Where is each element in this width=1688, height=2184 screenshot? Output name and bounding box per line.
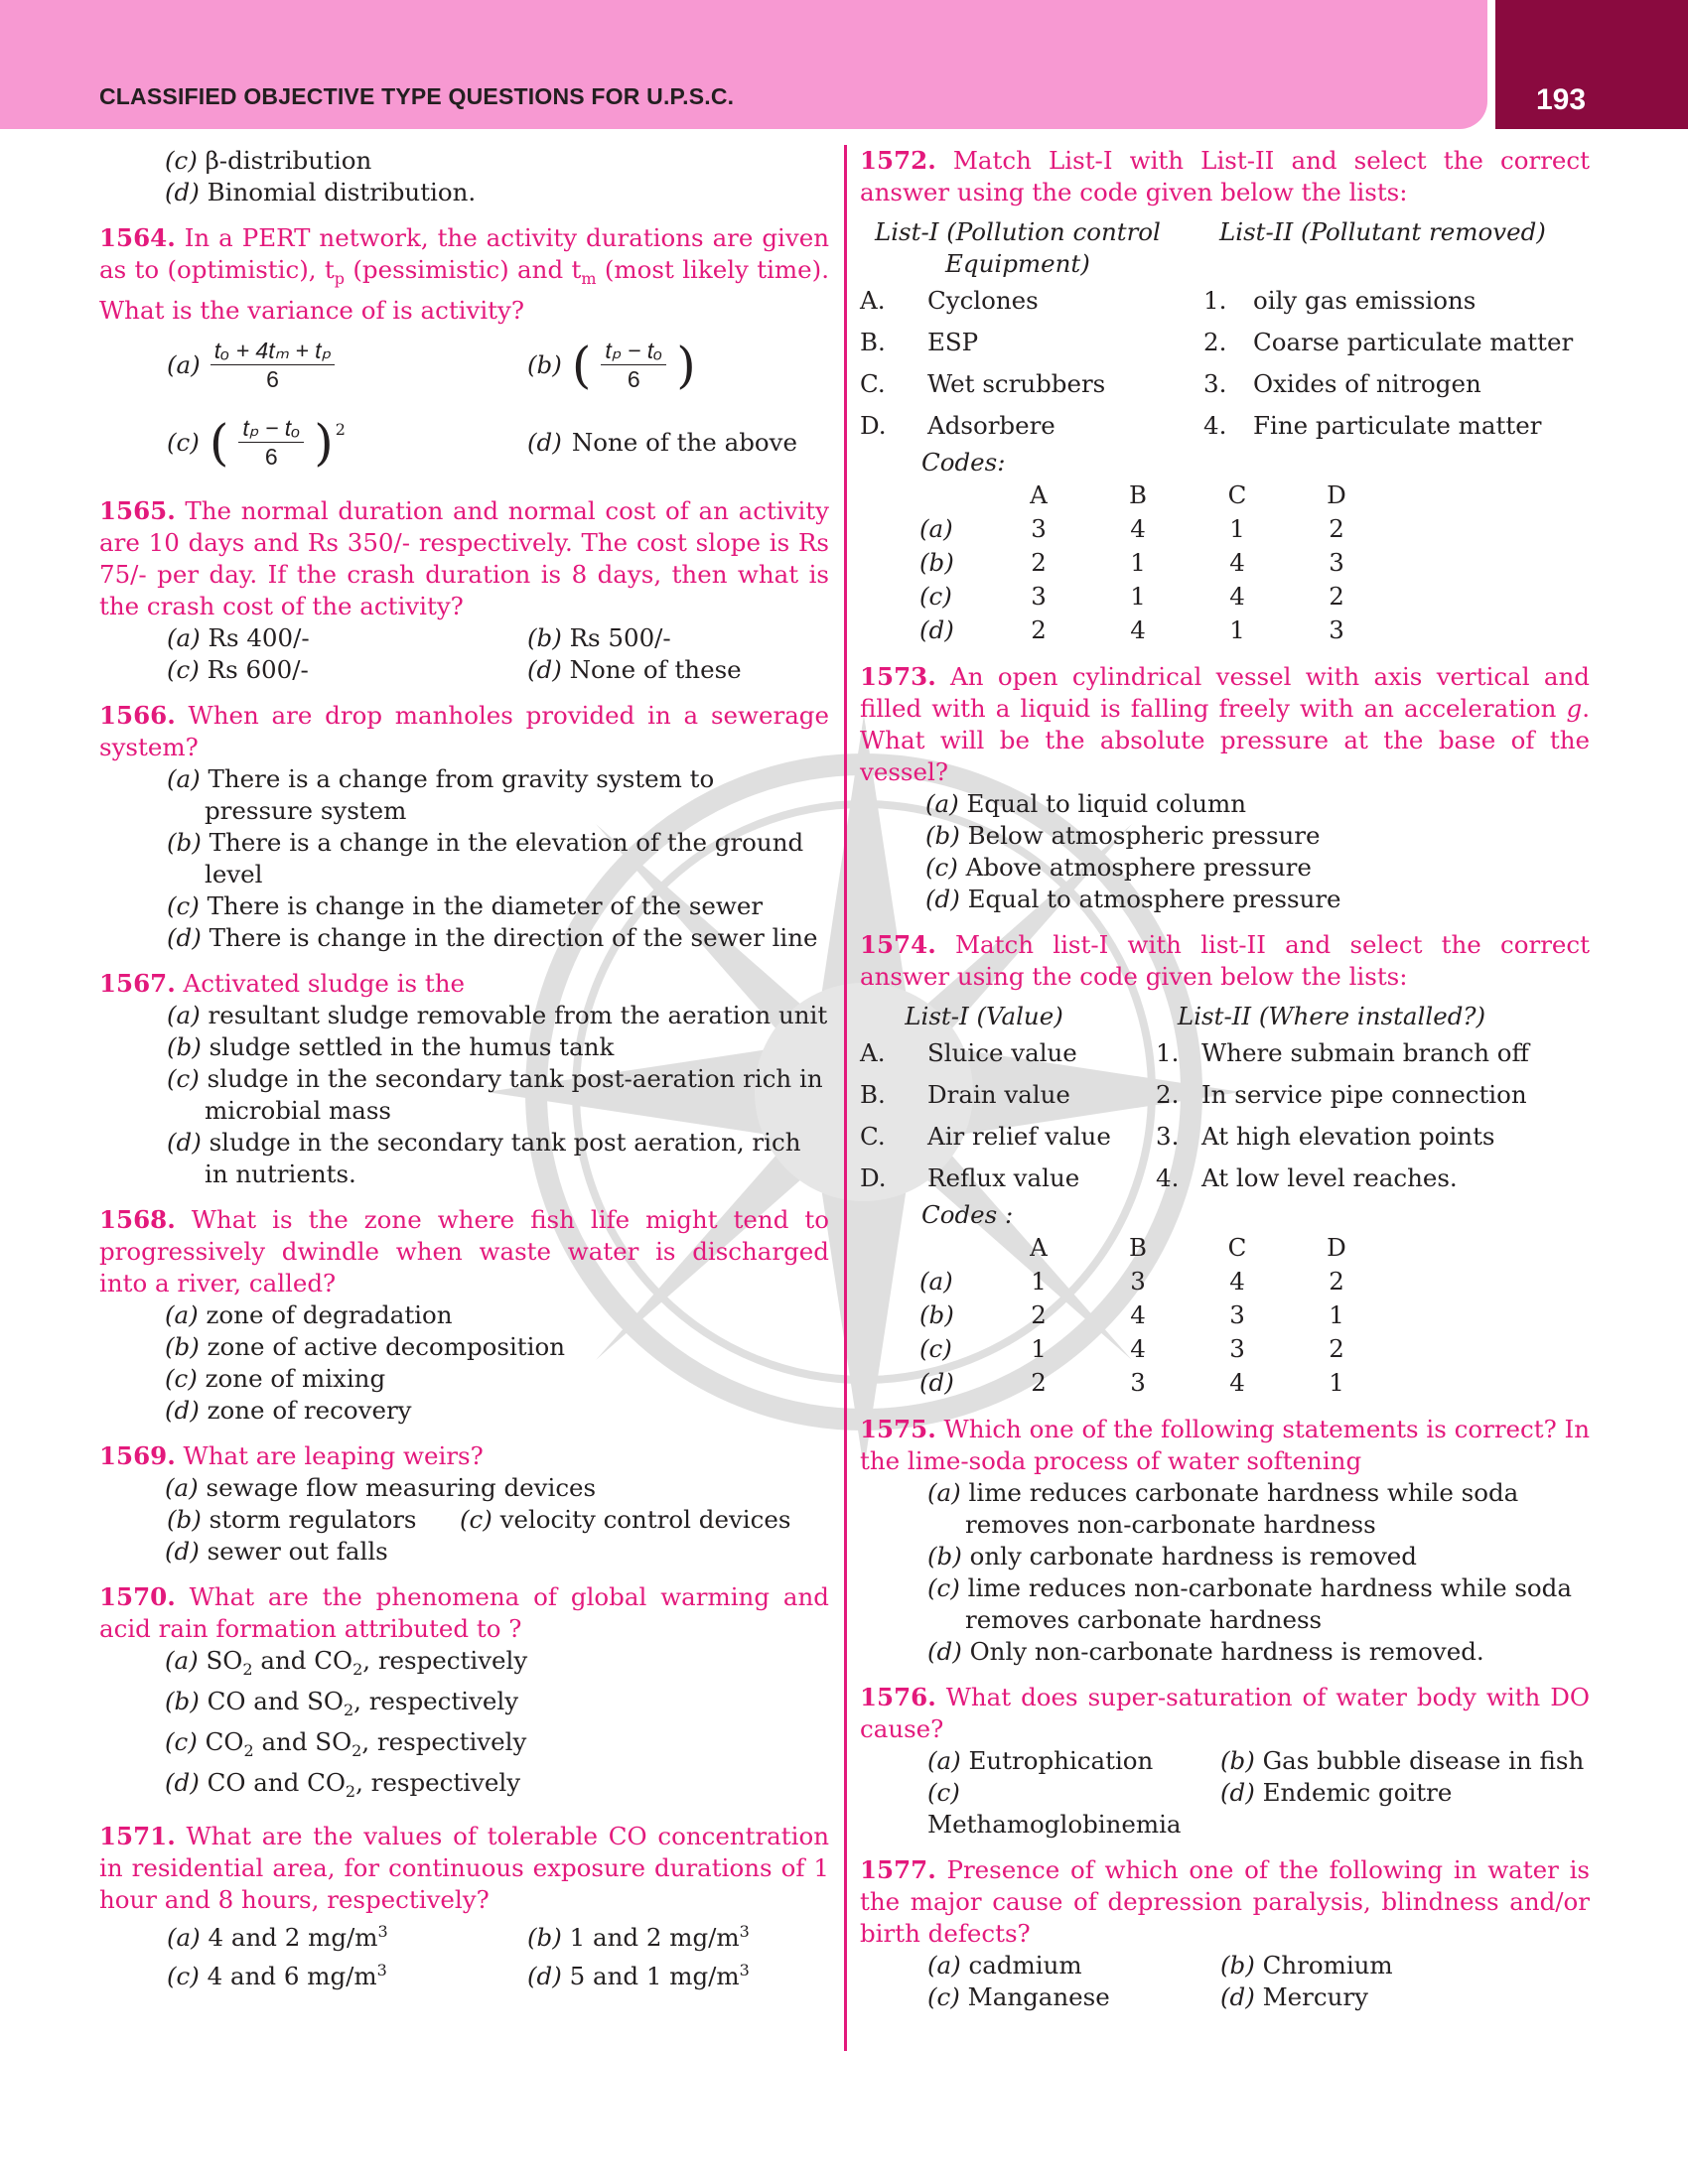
page-number: 193: [1535, 83, 1587, 116]
option-row: [99, 622, 829, 654]
question-stem: 1564. In a PERT network, the activity durations are given as to (optimistic), $t_p$ (pessimistic) and $t_m$ (most likely time). What is the variance of is activity?: [99, 223, 830, 325]
option-c: (c) Rs 600/-: [167, 654, 309, 684]
question-stem: 1574. Match list-I with list-II and select the correct answer using the code given below the lists:: [860, 930, 1590, 991]
option-a: (a) Equal to liquid column: [925, 789, 1247, 818]
codes-table: [919, 1231, 1386, 1400]
question-1563-continued: [99, 145, 829, 208]
header-title: CLASSIFIED OBJECTIVE TYPE QUESTIONS FOR U.P.S.C.: [99, 83, 735, 109]
option-a: (a) cadmium: [927, 1951, 1082, 1979]
question-stem: 1575. Which one of the following statements is correct? In the lime-soda process of water softening: [860, 1415, 1590, 1475]
option-b: (b) ( $\frac{\text{tₚ − tₒ}}{6}$ ): [527, 336, 696, 394]
question-1572: [860, 145, 1590, 647]
list-headings: [860, 1001, 1590, 1032]
option-a: (a) 4 and 2 $mg/m^3$: [167, 1922, 388, 1953]
question-stem: 1573. An open cylindrical vessel with axis vertical and filled with a liquid is falling freely with an acceleration g. What will be the absolute pressure at the base of the vessel?: [860, 662, 1590, 786]
question-1568: [99, 1204, 829, 1427]
codes-table: [919, 478, 1386, 647]
option-a: (a) $\frac{\text{tₒ + 4tₘ + tₚ}}{6}$: [99, 337, 460, 393]
table-row: (d) 2 4 1 3: [919, 615, 1344, 644]
left-column: [99, 145, 829, 2006]
option-a: (a) zone of degradation: [165, 1299, 453, 1329]
option-a: (a) Eutrophication: [927, 1746, 1154, 1775]
option-b: (b) sludge settled in the humus tank: [167, 1031, 615, 1061]
option-c: (c) Methamoglobinemia: [927, 1778, 1182, 1839]
option-row: [860, 1745, 1590, 1777]
page-header: [0, 0, 1487, 129]
option-d: (d) There is change in the direction of the sewer line: [167, 922, 818, 952]
option-d: (d) sludge in the secondary tank post aeration, rich in nutrients.: [167, 1127, 801, 1188]
option-row: [99, 1916, 829, 1954]
option-c: (c) ( $\frac{\text{tₚ − tₒ}}{6}$ ) $^2$: [167, 413, 346, 472]
question-1577: [860, 1854, 1590, 2013]
option-c: (c) There is change in the diameter of the sewer: [167, 890, 764, 920]
option-d: (d) Only non-carbonate hardness is removed.: [927, 1637, 1484, 1666]
option-b: (b) There is a change in the elevation of the ground level: [167, 827, 804, 888]
question-1564: [99, 222, 829, 481]
table-row: B. Drain value 2. In service pipe connection: [860, 1080, 1527, 1109]
option-d: (d) None of these: [527, 654, 742, 684]
option-c: (c) zone of mixing: [165, 1363, 386, 1393]
question-1569: [99, 1440, 829, 1568]
option-b: (b) 1 and 2 $mg/m^3$: [527, 1922, 750, 1953]
table-row: (c) 1 4 3 2: [919, 1334, 1344, 1363]
option-b: (b) Chromium: [1220, 1951, 1393, 1979]
question-1575: [860, 1414, 1590, 1668]
table-row: (b) 2 1 4 3: [919, 548, 1344, 577]
table-row: C. Air relief value 3. At high elevation points: [860, 1122, 1495, 1151]
question-1576: [860, 1682, 1590, 1841]
question-stem: 1570. What are the phenomena of global warming and acid rain formation attributed to ?: [99, 1581, 829, 1643]
table-row: A B C D: [1030, 1233, 1346, 1262]
option-d: (d) 5 and 1 $mg/m^3$: [527, 1960, 750, 1990]
question-stem: 1568. What is the zone where fish life might tend to progressively dwindle when waste water is discharged into a river, called?: [99, 1204, 829, 1297]
table-row: C. Wet scrubbers 3. Oxides of nitrogen: [860, 369, 1481, 398]
list-1-heading: List-I (Pollution control Equipment): [874, 217, 1161, 278]
option-b: (b) Rs 500/-: [527, 622, 671, 652]
question-stem: 1566. When are drop manholes provided in a sewerage system?: [99, 700, 829, 761]
option-d: (d) Binomial distribution.: [165, 178, 477, 206]
question-1566: [99, 700, 829, 954]
table-row: (c) 3 1 4 2: [919, 582, 1344, 611]
list-2-heading: List-II (Pollutant removed): [1219, 217, 1546, 246]
option-c: (c) sludge in the secondary tank post-aeration rich in microbial mass: [167, 1063, 823, 1125]
match-table: [860, 280, 1573, 447]
question-1574: [860, 929, 1590, 1400]
option-b: (b) zone of active decomposition: [165, 1331, 566, 1361]
option-b: (b) only carbonate hardness is removed: [927, 1542, 1417, 1570]
question-stem: 1577. Presence of which one of the following in water is the major cause of depression paralysis, blindness and/or birth defects?: [860, 1855, 1590, 1948]
codes-label: Codes:: [921, 448, 1006, 477]
option-a: (a) Rs 400/-: [167, 622, 310, 652]
table-row: D. Adsorbere 4. Fine particulate matter: [860, 411, 1542, 440]
formula-options-cd: [99, 404, 829, 481]
option-b: (b) Gas bubble disease in fish: [1220, 1746, 1585, 1775]
fraction: $\frac{\text{tₚ − tₒ}}{6}$: [601, 337, 666, 393]
option-d: (d) zone of recovery: [165, 1395, 412, 1425]
table-row: A B C D: [1030, 480, 1346, 509]
option-b: (b) CO and $SO_2$, respectively: [165, 1686, 519, 1719]
option-row: [860, 1950, 1590, 1981]
table-row: (b) 2 4 3 1: [919, 1300, 1344, 1329]
right-column: [860, 145, 1590, 2027]
table-row: (a) 1 3 4 2: [919, 1267, 1344, 1296]
formula-options-ab: [99, 327, 829, 404]
option-row: [99, 1955, 829, 1992]
list-headings: [860, 216, 1590, 280]
codes-label: Codes :: [921, 1200, 1014, 1229]
option-d: (d) Endemic goitre: [1220, 1778, 1453, 1807]
table-row: A. Cyclones 1. oily gas emissions: [860, 286, 1477, 315]
question-stem: 1572. Match List-I with List-II and select the correct answer using the code given below the lists:: [860, 146, 1590, 206]
option-row: [860, 1981, 1590, 2013]
option-c: (c) Above atmosphere pressure: [925, 853, 1312, 882]
option-row: [860, 1777, 1590, 1841]
option-d: (d) Mercury: [1220, 1982, 1368, 2011]
question-stem: 1567. Activated sludge is the: [99, 968, 466, 998]
fraction: $\frac{\text{tₚ − tₒ}}{6}$: [238, 414, 304, 471]
option-c: (c) velocity control devices: [460, 1504, 791, 1534]
option-a: (a) $SO_2$ and $CO_2$, respectively: [165, 1645, 528, 1679]
match-table: [860, 1032, 1529, 1199]
option-a: (a) resultant sludge removable from the aeration unit: [167, 1000, 828, 1029]
option-c: (c) Manganese: [927, 1982, 1110, 2011]
option-b: (b) storm regulators: [167, 1504, 417, 1534]
option-a: (a) There is a change from gravity system to pressure system: [167, 763, 715, 825]
option-c: (c) $CO_2$ and $SO_2$, respectively: [165, 1726, 527, 1760]
option-row: [99, 654, 829, 686]
option-c: (c) β-distribution: [165, 146, 372, 175]
table-row: (a) 3 4 1 2: [919, 514, 1344, 543]
option-c: (c) lime reduces non-carbonate hardness while soda removes carbonate hardness: [927, 1573, 1572, 1634]
option-c: (c) 4 and 6 $mg/m^3$: [167, 1960, 387, 1990]
question-stem: 1565. The normal duration and normal cost of an activity are 10 days and Rs 350/- respectively. The cost slope is Rs 75/- per day. If the crash duration is 8 days, then what is the crash cost of the activity?: [99, 495, 829, 620]
table-row: (d) 2 3 4 1: [919, 1368, 1344, 1397]
option-b: (b) Below atmospheric pressure: [925, 821, 1321, 850]
table-row: D. Reflux value 4. At low level reaches.: [860, 1163, 1458, 1192]
option-row: [99, 1504, 829, 1536]
table-row: A. Sluice value 1. Where submain branch off: [860, 1038, 1529, 1067]
table-row: B. ESP 2. Coarse particulate matter: [860, 328, 1574, 356]
option-a: (a) lime reduces carbonate hardness while soda removes non-carbonate hardness: [927, 1478, 1519, 1539]
option-a: (a) sewage flow measuring devices: [165, 1472, 597, 1502]
question-1573: [860, 661, 1590, 915]
question-stem: 1569. What are leaping weirs?: [99, 1440, 484, 1470]
question-1571: [99, 1821, 829, 1991]
question-stem: 1571. What are the values of tolerable CO concentration in residential area, for continuous exposure durations of 1 hour and 8 hours, respectively?: [99, 1822, 829, 1915]
question-1567: [99, 968, 829, 1190]
option-d: (d) CO and $CO_2$, respectively: [165, 1767, 521, 1801]
question-stem: 1576. What does super-saturation of water body with DO cause?: [860, 1683, 1590, 1743]
option-d: (d) sewer out falls: [165, 1536, 388, 1566]
option-d: (d) None of the above: [527, 427, 797, 457]
column-divider: [844, 145, 847, 2051]
question-1570: [99, 1581, 829, 1808]
option-d: (d) Equal to atmosphere pressure: [925, 885, 1341, 913]
list-1-heading: List-I (Value): [905, 1002, 1063, 1030]
question-1565: [99, 495, 829, 686]
fraction: $\frac{\text{tₒ + 4tₘ + tₚ}}{6}$: [211, 337, 336, 393]
list-2-heading: List-II (Where installed?): [1177, 1002, 1486, 1030]
page-number-box: [1495, 0, 1688, 129]
